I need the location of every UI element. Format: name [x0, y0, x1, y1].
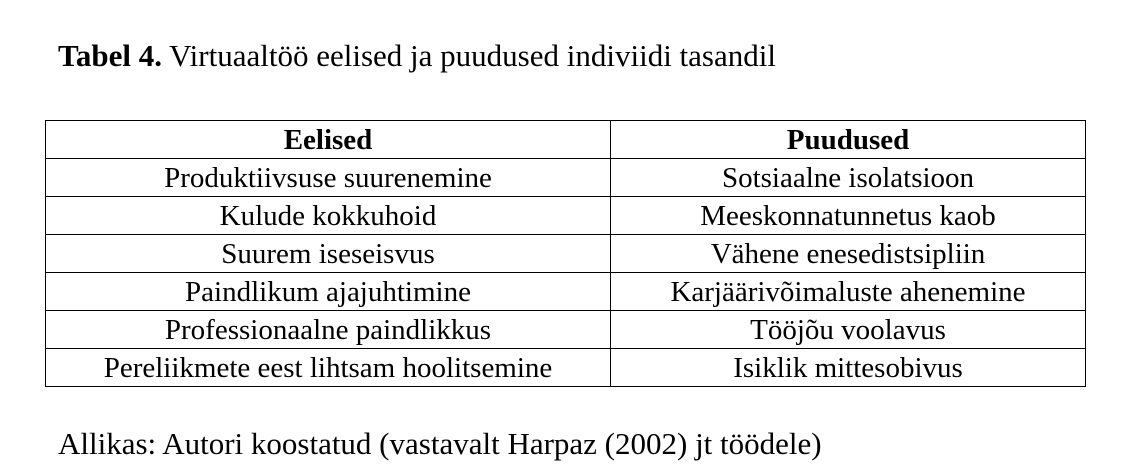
table-cell-advantage: Suurem iseseisvus	[46, 235, 611, 273]
table-cell-advantage: Paindlikum ajajuhtimine	[46, 273, 611, 311]
source-note: Allikas: Autori koostatud (vastavalt Harpaz (2002) jt töödele)	[58, 426, 822, 461]
table-cell-disadvantage: Isiklik mittesobivus	[611, 349, 1086, 387]
table-cell-disadvantage: Karjäärivõimaluste ahenemine	[611, 273, 1086, 311]
column-header-puudused: Puudused	[611, 121, 1086, 159]
table-row	[46, 235, 1086, 273]
table-caption	[58, 36, 776, 76]
table-cell-disadvantage: Meeskonnatunnetus kaob	[611, 197, 1086, 235]
table-row	[46, 159, 1086, 197]
table-cell-disadvantage: Tööjõu voolavus	[611, 311, 1086, 349]
column-header-eelised: Eelised	[46, 121, 611, 159]
table-cell-advantage: Professionaalne paindlikkus	[46, 311, 611, 349]
table-row	[46, 311, 1086, 349]
table-row	[46, 273, 1086, 311]
comparison-table	[45, 120, 1086, 387]
table-caption-text: Virtuaaltöö eelised ja puudused indiviidi tasandil	[169, 38, 776, 73]
table-header-row	[46, 121, 1086, 159]
table-cell-advantage: Produktiivsuse suurenemine	[46, 159, 611, 197]
table-caption-label: Tabel 4.	[58, 38, 162, 73]
table-cell-advantage: Kulude kokkuhoid	[46, 197, 611, 235]
table-row	[46, 197, 1086, 235]
table-cell-disadvantage: Vähene enesedistsipliin	[611, 235, 1086, 273]
table-cell-advantage: Pereliikmete eest lihtsam hoolitsemine	[46, 349, 611, 387]
table-row	[46, 349, 1086, 387]
table-cell-disadvantage: Sotsiaalne isolatsioon	[611, 159, 1086, 197]
